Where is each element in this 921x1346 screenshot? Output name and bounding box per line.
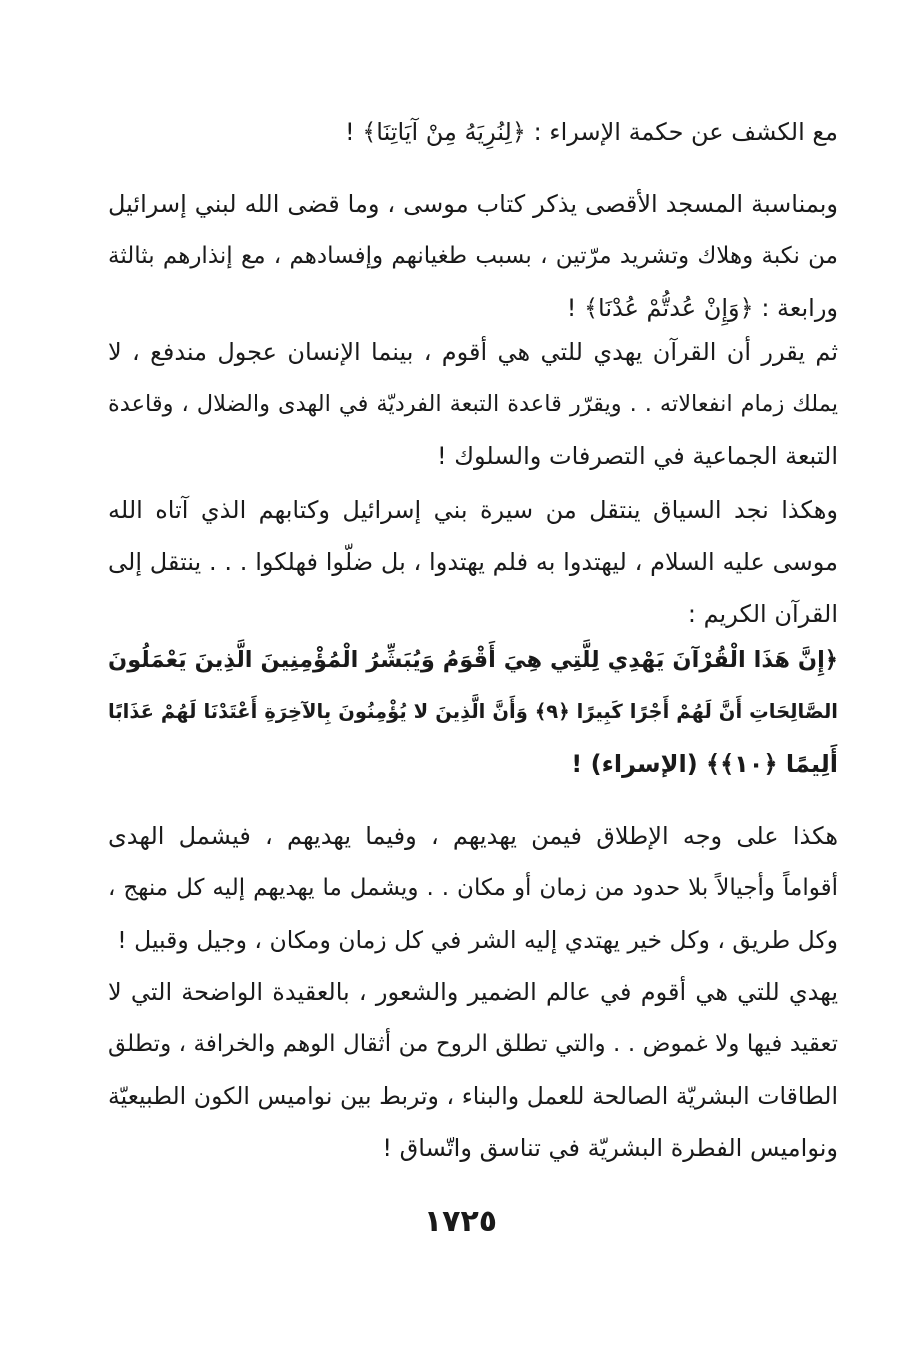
quran-line: الصَّالِحَاتِ أَنَّ لَهُمْ أَجْرًا كَبِيرًا ﴿٩﴾ وَأَنَّ الَّذِينَ لا يُؤْمِنُونَ بِالآخِرَةِ أَعْتَدْنَا لَهُمْ عَذَابًا	[108, 700, 838, 723]
text-line: التبعة الجماعية في التصرفات والسلوك !	[436, 442, 838, 470]
text-line: وبمناسبة المسجد الأقصى يذكر كتاب موسى ، وما قضى الله لبني إسرائيل	[108, 190, 838, 218]
paragraph-4	[108, 484, 838, 640]
text-line: وكل طريق ، وكل خير يهتدي إليه الشر في كل زمان ومكان ، وجيل وقبيل !	[117, 926, 838, 954]
text-line: تعقيد فيها ولا غموض . . والتي تطلق الروح من أثقال الوهم والخرافة ، وتطلق	[108, 1031, 838, 1057]
text-line: الطاقات البشريّة الصالحة للعمل والبناء ، وتربط بين نواميس الكون الطبيعيّة	[108, 1082, 838, 1110]
paragraph-2	[108, 178, 838, 334]
text-line: ثم يقرر أن القرآن يهدي للتي هي أقوم ، بينما الإنسان عجول مندفع ، لا	[108, 338, 838, 366]
text-line: ورابعة : ﴿وَإِنْ عُدتُّمْ عُدْنَا﴾ !	[566, 294, 838, 322]
text-line: مع الكشف عن حكمة الإسراء : ﴿لِنُرِيَهُ مِنْ آيَاتِنَا﴾ !	[344, 118, 838, 146]
paragraph-6	[108, 810, 838, 966]
text-line: من نكبة وهلاك وتشريد مرّتين ، بسبب طغيانهم وإفسادهم ، مع إنذارهم بثالثة	[108, 243, 838, 269]
quran-line: ﴿إِنَّ هَذَا الْقُرْآنَ يَهْدِي لِلَّتِي هِيَ أَقْوَمُ وَيُبَشِّرُ الْمُؤْمِنِينَ الَّذِينَ يَعْمَلُونَ	[108, 647, 838, 673]
text-line: يملك زمام انفعالاته . . ويقرّر قاعدة التبعة الفرديّة في الهدى والضلال ، وقاعدة	[108, 391, 838, 417]
text-line: أقواماً وأجيالاً بلا حدود من زمان أو مكان . . ويشمل ما يهديهم إليه كل منهج ،	[108, 875, 838, 901]
page-number: ١٧٢٥	[423, 1204, 498, 1239]
text-line: هكذا على وجه الإطلاق فيمن يهديهم ، وفيما يهديهم ، فيشمل الهدى	[108, 822, 838, 850]
text-line: ونواميس الفطرة البشريّة في تناسق واتّساق !	[382, 1134, 838, 1162]
paragraph-7	[108, 966, 838, 1174]
text-line: وهكذا نجد السياق ينتقل من سيرة بني إسرائيل وكتابهم الذي آتاه الله	[108, 496, 838, 524]
text-line: القرآن الكريم :	[687, 600, 838, 628]
paragraph-1	[108, 106, 838, 158]
text-line: يهدي للتي هي أقوم في عالم الضمير والشعور ، بالعقيدة الواضحة التي لا	[108, 978, 838, 1006]
text-line: موسى عليه السلام ، ليهتدوا به فلم يهتدوا ، بل ضلّوا فهلكوا . . . ينتقل إلى	[108, 548, 838, 576]
paragraph-3	[108, 326, 838, 482]
quran-verse-block	[108, 634, 838, 790]
quran-line: أَلِيمًا ﴿١٠﴾﴾ (الإسراء) !	[571, 750, 838, 778]
